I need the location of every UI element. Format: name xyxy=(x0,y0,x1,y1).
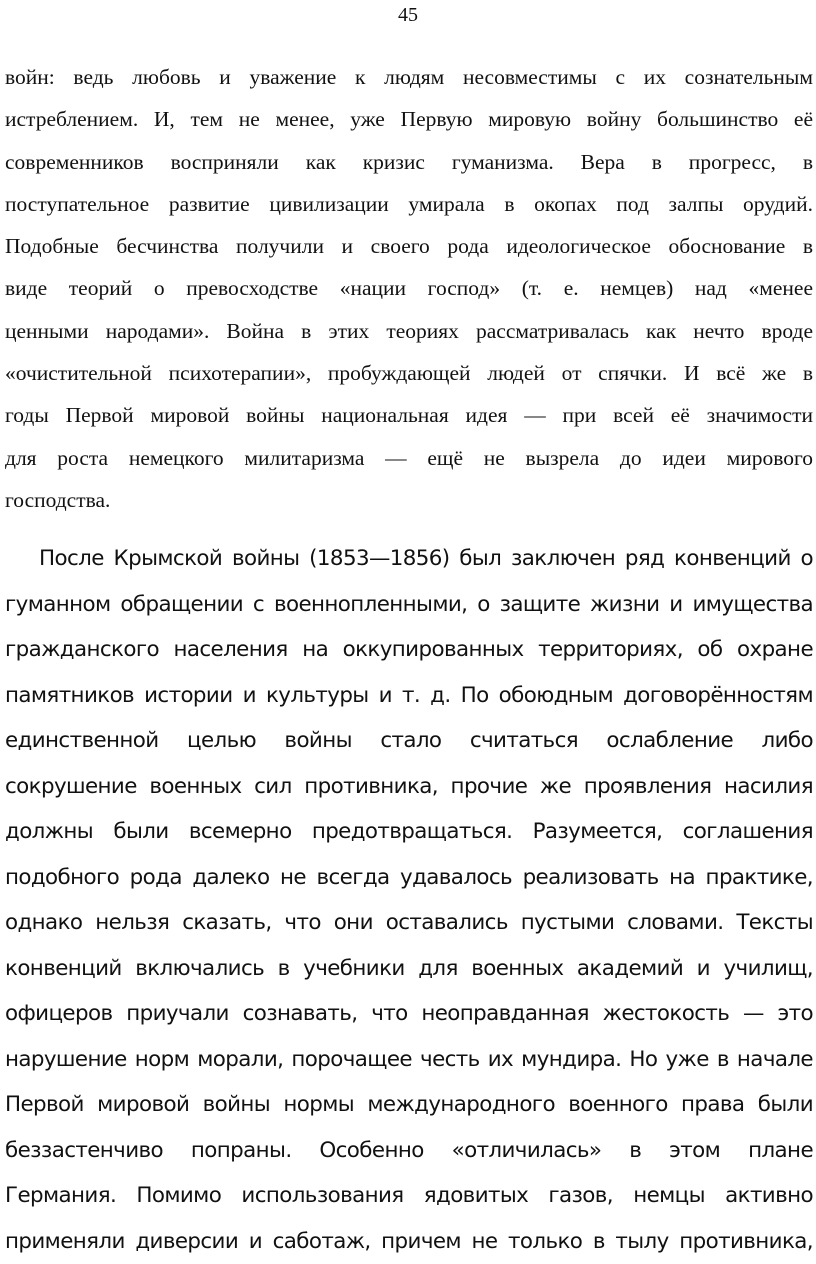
text-line: конвенций включались в учебники для военных академий и училищ, xyxy=(5,946,813,992)
text-line: однако нельзя сказать, что они оставались пустыми словами. Тексты xyxy=(5,900,813,946)
paragraph-serif xyxy=(5,56,813,521)
text-line: современников восприняли как кризис гуманизма. Вера в прогресс, в xyxy=(5,141,813,183)
text-line: войн: ведь любовь и уважение к людям несовместимы с их сознательным xyxy=(5,56,813,98)
paragraph-sans xyxy=(5,536,813,1264)
text-line: Подобные бесчинства получили и своего рода идеологическое обоснование в xyxy=(5,225,813,267)
text-line: должны были всемерно предотвращаться. Разумеется, соглашения xyxy=(5,809,813,855)
text-line: Первой мировой войны нормы международного военного права были xyxy=(5,1082,813,1128)
text-line: для роста немецкого милитаризма — ещё не вызрела до идеи мирового xyxy=(5,437,813,479)
page-number: 45 xyxy=(0,2,816,28)
text-line: гражданского населения на оккупированных территориях, об охране xyxy=(5,627,813,673)
text-line: гуманном обращении с военнопленными, о защите жизни и имущества xyxy=(5,582,813,628)
text-line: господства. xyxy=(5,479,813,521)
text-line: единственной целью войны стало считаться ослабление либо xyxy=(5,718,813,764)
text-line: После Крымской войны (1853—1856) был заключен ряд конвенций о xyxy=(5,536,813,582)
text-line: «очистительной психотерапии», пробуждающей людей от спячки. И всё же в xyxy=(5,352,813,394)
text-line: виде теорий о превосходстве «нации господ» (т. е. немцев) над «менее xyxy=(5,267,813,309)
text-line: памятников истории и культуры и т. д. По обоюдным договорённостям xyxy=(5,673,813,719)
text-line: применяли диверсии и саботаж, причем не только в тылу противника, xyxy=(5,1219,813,1264)
text-line: сокрушение военных сил противника, прочие же проявления насилия xyxy=(5,764,813,810)
text-line: годы Первой мировой войны национальная идея — при всей её значимости xyxy=(5,394,813,436)
text-line: истреблением. И, тем не менее, уже Первую мировую войну большинство её xyxy=(5,98,813,140)
text-line: поступательное развитие цивилизации умирала в окопах под залпы орудий. xyxy=(5,183,813,225)
text-line: нарушение норм морали, порочащее честь их мундира. Но уже в начале xyxy=(5,1037,813,1083)
text-line: офицеров приучали сознавать, что неоправданная жестокость — это xyxy=(5,991,813,1037)
text-line: ценными народами». Война в этих теориях рассматривалась как нечто вроде xyxy=(5,310,813,352)
text-line: беззастенчиво попраны. Особенно «отличилась» в этом плане xyxy=(5,1128,813,1174)
text-line: подобного рода далеко не всегда удавалось реализовать на практике, xyxy=(5,855,813,901)
text-line: Германия. Помимо использования ядовитых газов, немцы активно xyxy=(5,1173,813,1219)
